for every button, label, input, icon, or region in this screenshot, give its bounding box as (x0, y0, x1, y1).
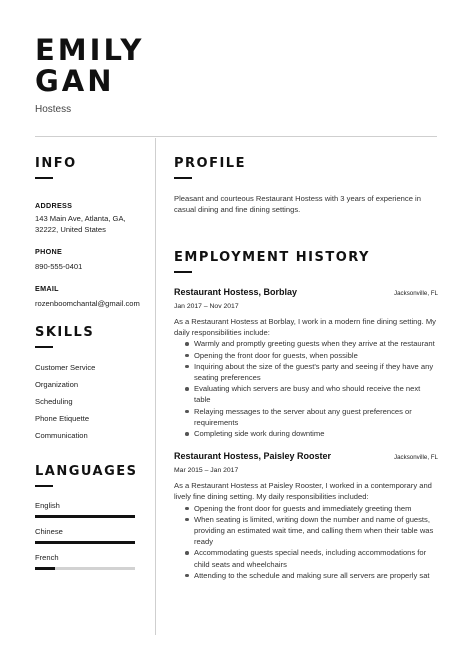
job-location: Jacksonville, FL (393, 454, 438, 462)
language-name: French (35, 553, 59, 562)
language-level-bar (35, 567, 135, 570)
address-line-2: 32222, United States (35, 225, 106, 234)
address-line-1: 143 Main Ave, Atlanta, GA, (35, 214, 126, 223)
skills-heading-underline (35, 346, 53, 348)
language-item (35, 553, 138, 579)
languages-section (35, 464, 138, 579)
skill-item: Organization (35, 380, 79, 389)
profile-text: Pleasant and courteous Restaurant Hostess with 3 years of experience in casual dining and fine dining settings. (174, 194, 421, 215)
skill-item: Communication (35, 431, 88, 440)
address-label: ADDRESS (35, 201, 73, 210)
skills-heading: SKILLS (35, 325, 95, 340)
job-header (174, 451, 438, 461)
list-item: Opening the front door for guests and immediately greeting them (185, 503, 438, 514)
job-dates: Jan 2017 – Nov 2017 (174, 303, 239, 310)
first-name: EMILY (35, 33, 145, 67)
languages-heading: LANGUAGES (35, 464, 138, 479)
profile-heading-underline (174, 177, 192, 179)
language-level-fill (35, 541, 135, 544)
job-dates: Mar 2015 – Jan 2017 (174, 467, 239, 475)
profile-heading: PROFILE (174, 156, 246, 171)
address-value (35, 213, 140, 235)
job-title: Hostess (35, 104, 72, 115)
language-level-bar (35, 515, 135, 518)
last-name: GAN (35, 64, 115, 98)
header-divider (35, 136, 437, 137)
employment-section (174, 250, 438, 581)
email-value: rozenboomchantal@gmail.com (35, 299, 140, 308)
phone-value: 890-555-0401 (35, 262, 83, 271)
profile-section (174, 156, 438, 215)
job-location: Jacksonville, FL (393, 290, 438, 297)
language-item (35, 527, 138, 553)
skill-item: Phone Etiquette (35, 414, 90, 423)
skill-item: Scheduling (35, 397, 73, 406)
info-section (35, 156, 140, 309)
language-level-bar (35, 541, 135, 544)
job-responsibilities (174, 503, 438, 581)
list-item: Completing side work during downtime (185, 428, 438, 439)
job-description: As a Restaurant Hostess at Paisley Rooster, I worked in a contemporary and lively fine dining setting. My daily responsibilities included: (174, 481, 432, 502)
list-item: Accommodating guests special needs, including accommodations for child seats and wheelchairs (185, 547, 438, 569)
list-item: When seating is limited, writing down the number and name of guests, providing an estimated wait time, and calling them when their table was ready (185, 514, 438, 548)
list-item: Evaluating which servers are busy and who should receive the next table (185, 383, 438, 405)
phone-label: PHONE (35, 247, 63, 256)
language-name: English (35, 501, 60, 510)
job-description: As a Restaurant Hostess at Borblay, I work in a modern fine dining setting. My daily responsibilities include: (174, 317, 436, 338)
job-header (174, 287, 438, 297)
skill-item: Customer Service (35, 363, 96, 372)
email-label: EMAIL (35, 284, 59, 293)
language-item (35, 501, 138, 527)
language-level-fill (35, 515, 135, 518)
language-list (35, 501, 138, 579)
employment-heading: EMPLOYMENT HISTORY (174, 250, 370, 265)
language-level-fill (35, 567, 55, 570)
list-item: Inquiring about the size of the guest's party and seeing if they have any seating preferences (185, 361, 438, 383)
job-title-text: Restaurant Hostess, Borblay (174, 287, 298, 297)
list-item: Warmly and promptly greeting guests when they arrive at the restaurant (185, 338, 438, 349)
job-responsibilities (174, 338, 438, 439)
list-item: Relaying messages to the server about any guest preferences or requirements (185, 406, 438, 428)
column-divider (155, 138, 156, 635)
list-item: Opening the front door for guests, when possible (185, 350, 438, 361)
job-entry (174, 451, 438, 581)
info-heading-underline (35, 177, 53, 179)
skills-section (35, 325, 95, 447)
candidate-name (35, 35, 144, 97)
job-entry (174, 287, 438, 439)
job-title-text: Restaurant Hostess, Paisley Rooster (174, 451, 332, 462)
language-name: Chinese (35, 527, 63, 536)
languages-heading-underline (35, 485, 53, 487)
employment-heading-underline (174, 271, 192, 273)
info-heading: INFO (35, 156, 77, 171)
list-item: Attending to the schedule and making sure all servers are properly sat (185, 570, 438, 581)
